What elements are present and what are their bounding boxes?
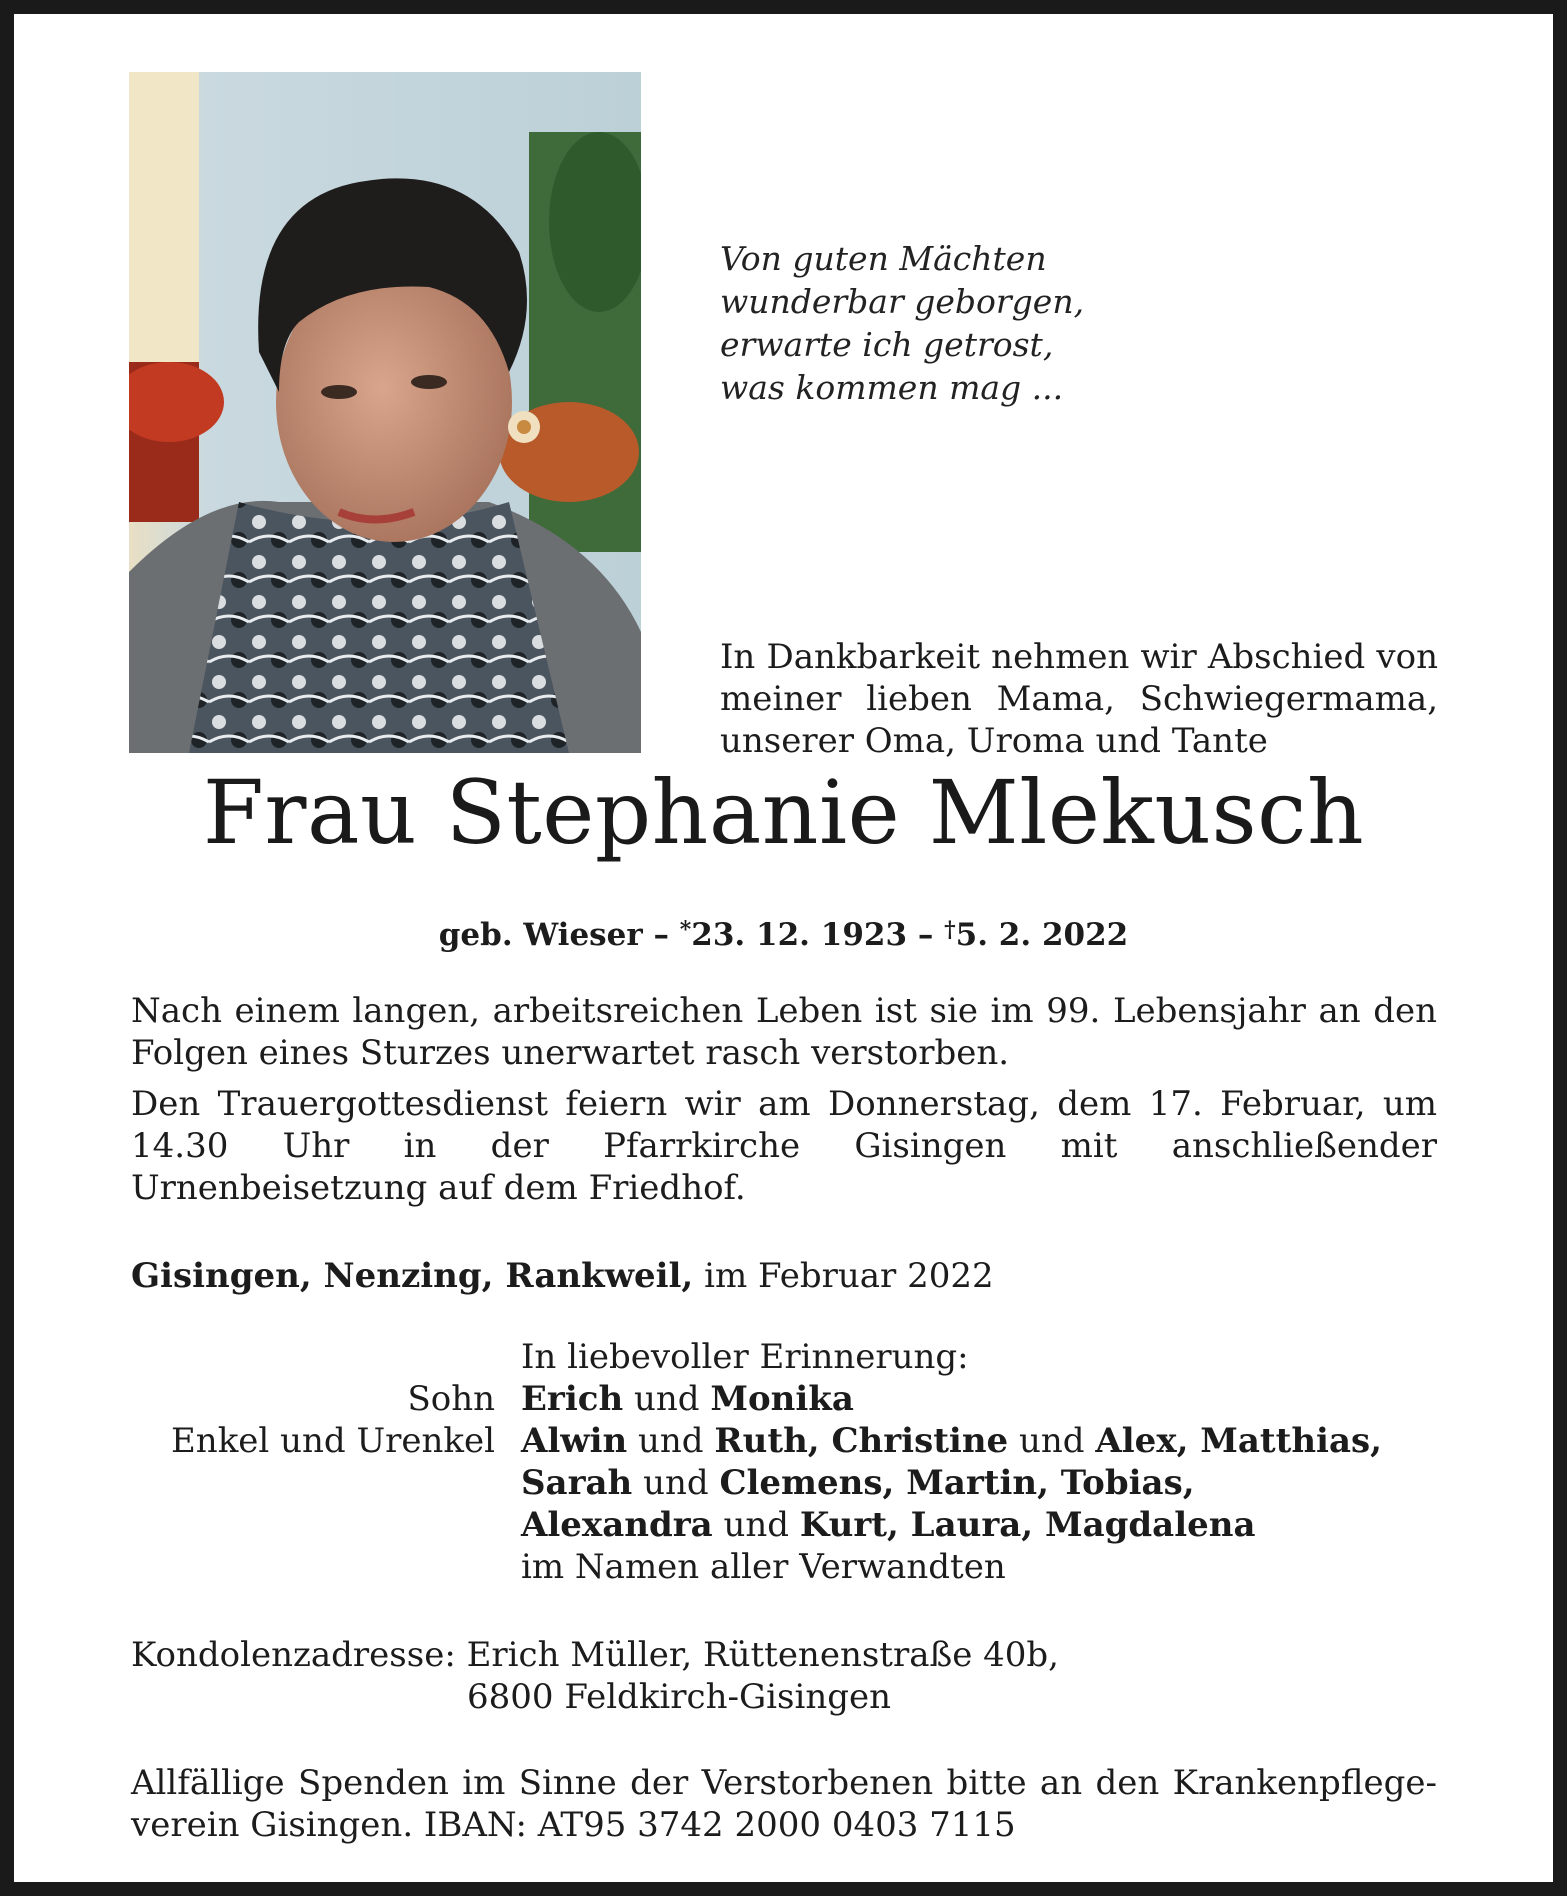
relatives-line: im Namen aller Verwandten — [521, 1547, 1006, 1587]
address-line: Kondolenzadresse: Erich Müller, Rüttenenstraße 40b, — [131, 1635, 1059, 1675]
date-separator: – — [917, 917, 934, 953]
maiden-name: geb. Wieser — [438, 917, 643, 953]
place-date — [131, 1255, 994, 1297]
body-paragraph: Nach einem langen, arbeitsreichen Leben ist sie im 99. Lebensjahr an den Folgen eines Sturzes unerwartet rasch verstorben. — [131, 991, 1437, 1073]
remembrance-heading: In liebevoller Erinnerung: — [521, 1337, 969, 1377]
donation-line: verein Gisingen. IBAN: AT95 3742 2000 0403 7115 — [131, 1805, 1016, 1845]
conjunction: und — [1019, 1421, 1085, 1461]
conjunction: und — [643, 1463, 709, 1503]
verse-line: Von guten Mächten — [720, 239, 1047, 278]
birth-date: 23. 12. 1923 — [691, 917, 908, 953]
conjunction: und — [638, 1421, 704, 1461]
life-dates — [0, 905, 1567, 960]
family-name: Sarah — [521, 1463, 633, 1503]
intro-text — [720, 636, 1438, 762]
family-name: Alexandra — [521, 1505, 713, 1545]
grandchildren-names — [521, 1420, 1382, 1462]
death-date: 5. 2. 2022 — [955, 917, 1129, 953]
conjunction: und — [633, 1379, 700, 1419]
date-separator: – — [653, 917, 669, 953]
birth-symbol: * — [679, 917, 692, 943]
family-name: Alex, Matthias, — [1095, 1421, 1382, 1461]
donation-note — [131, 1762, 1437, 1846]
address-line: 6800 Feldkirch-Gisingen — [467, 1677, 892, 1717]
verse-line: erwarte ich getrost, — [720, 325, 1054, 364]
son-names — [521, 1378, 854, 1420]
portrait-photo — [129, 72, 641, 753]
verse-line: was kommen mag ... — [720, 368, 1064, 407]
intro-line: In Dankbarkeit nehmen wir Abschied von — [720, 637, 1438, 677]
donation-line: Allfällige Spenden im Sinne der Verstorbenen bitte an den Krankenpflege- — [131, 1763, 1437, 1803]
grandchildren-label: Enkel und Urenkel — [170, 1421, 495, 1461]
body-paragraph: Den Trauergottesdienst feiern wir am Donnerstag, dem 17. Februar, um 14.30 Uhr in der Pfarrkirche Gisingen mit anschließender Urnenbeisetzung auf dem Friedhof. — [131, 1084, 1437, 1208]
grandchildren-names — [521, 1462, 1195, 1504]
family-name: Monika — [710, 1379, 854, 1419]
family-name: Erich — [521, 1379, 624, 1419]
son-label: Sohn — [407, 1379, 495, 1419]
family-name: Alwin — [521, 1421, 628, 1461]
condolence-address — [131, 1634, 1059, 1718]
conjunction: und — [723, 1505, 790, 1545]
deceased-name: Frau Stephanie Mlekusch — [202, 761, 1365, 864]
verse-line: wunderbar geborgen, — [720, 282, 1085, 321]
places: Gisingen, Nenzing, Rankweil, — [131, 1256, 694, 1296]
death-symbol: † — [944, 917, 956, 943]
family-name: Clemens, Martin, Tobias, — [719, 1463, 1195, 1503]
intro-line: meiner lieben Mama, Schwiegermama, — [720, 679, 1438, 719]
obituary-body — [131, 990, 1437, 1218]
notice-date: im Februar 2022 — [704, 1256, 994, 1296]
verse-quote — [720, 237, 1084, 409]
family-name: Kurt, Laura, Magdalena — [799, 1505, 1256, 1545]
grandchildren-names — [521, 1504, 1256, 1546]
family-name: Ruth, Christine — [714, 1421, 1009, 1461]
intro-line: unserer Oma, Uroma und Tante — [720, 721, 1268, 761]
remembrance-block — [0, 1336, 1567, 1588]
